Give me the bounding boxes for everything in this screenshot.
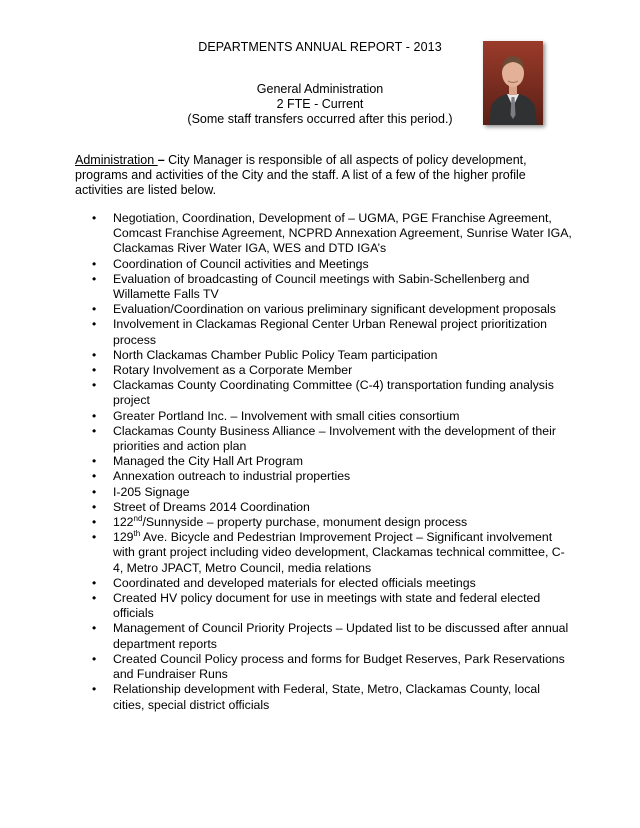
bullet-icon: •	[92, 408, 97, 423]
activity-text: Relationship development with Federal, State, Metro, Clackamas County, local cities, special district officials	[113, 682, 540, 712]
activity-text: North Clackamas Chamber Public Policy Team participation	[113, 347, 438, 362]
activity-text: Created Council Policy process and forms for Budget Reserves, Park Reservations and Fundraiser Runs	[113, 651, 565, 682]
activity-item	[92, 211, 572, 257]
activity-text: Managed the City Hall Art Program	[113, 454, 304, 469]
bullet-icon: •	[92, 651, 97, 666]
activity-item	[92, 363, 572, 378]
activity-text: Evaluation/Coordination on various preliminary significant development proposals	[113, 302, 556, 317]
activity-item	[92, 515, 572, 530]
activity-text: Management of Council Priority Projects – Updated list to be discussed after annual department reports	[113, 621, 569, 651]
activity-item	[92, 257, 572, 272]
activity-item	[92, 500, 572, 515]
activity-text: Clackamas County Coordinating Committee (C-4) transportation funding analysis project	[113, 378, 554, 408]
activity-item	[92, 409, 572, 424]
activity-item	[92, 272, 572, 302]
activity-item	[92, 530, 572, 576]
bullet-icon: •	[92, 347, 97, 362]
activity-text: Evaluation of broadcasting of Council meetings with Sabin-Schellenberg and Willamette Falls TV	[113, 271, 530, 302]
bullet-icon: •	[92, 515, 97, 530]
activity-item	[92, 378, 572, 408]
activity-item	[92, 682, 572, 712]
bullet-icon: •	[92, 302, 97, 317]
bullet-icon: •	[92, 530, 97, 545]
staff-note: (Some staff transfers occurred after this period.)	[187, 112, 453, 126]
activity-item	[92, 485, 572, 500]
activity-item	[92, 424, 572, 454]
bullet-icon: •	[92, 271, 97, 286]
bullet-icon: •	[92, 575, 97, 590]
activity-text: Clackamas County Business Alliance – Involvement with the development of their priorities and action plan	[113, 423, 556, 454]
activity-text: I-205 Signage	[113, 484, 190, 499]
bullet-icon: •	[92, 423, 97, 438]
activity-item	[92, 469, 572, 484]
activity-item	[92, 621, 572, 651]
activity-item	[92, 302, 572, 317]
activity-number: 122	[113, 515, 134, 530]
bullet-icon: •	[92, 378, 97, 393]
activity-ordinal-suffix: nd	[133, 513, 143, 523]
bullet-icon: •	[92, 621, 97, 636]
activity-ordinal-suffix: th	[133, 529, 141, 539]
administration-label: Administration	[75, 153, 158, 167]
department-heading	[160, 82, 480, 127]
bullet-icon: •	[92, 211, 97, 225]
bullet-icon: •	[92, 454, 97, 469]
activity-item	[92, 652, 572, 682]
activity-text: /Sunnyside – property purchase, monument design process	[142, 515, 468, 530]
activity-number: 129	[113, 530, 134, 545]
bullet-icon: •	[92, 469, 97, 484]
intro-dash: –	[157, 153, 165, 167]
city-manager-photo	[483, 41, 543, 125]
bullet-icon: •	[92, 484, 97, 499]
activity-text: Annexation outreach to industrial properties	[113, 469, 351, 484]
activity-text: Street of Dreams 2014 Coordination	[113, 499, 310, 514]
activity-item	[92, 454, 572, 469]
portrait-image	[483, 41, 543, 125]
activity-item	[92, 317, 572, 347]
activity-item	[92, 576, 572, 591]
bullet-icon: •	[92, 256, 97, 271]
activity-text: Involvement in Clackamas Regional Center Urban Renewal project prioritization process	[113, 317, 548, 347]
activity-text: Negotiation, Coordination, Development of – UGMA, PGE Franchise Agreement, Comcast Franchise Agreement, NCPRD Annexation Agreement, Sunrise Water IGA, Clackamas River Water IGA, WES and DTD IGA’s	[113, 211, 572, 256]
administration-intro	[75, 153, 570, 198]
bullet-icon: •	[92, 317, 97, 332]
activity-item	[92, 348, 572, 363]
activity-text: Greater Portland Inc. – Involvement with small cities consortium	[113, 408, 460, 423]
activity-item	[92, 591, 572, 621]
activity-text: Coordinated and developed materials for elected officials meetings	[113, 575, 476, 590]
activity-text: Ave. Bicycle and Pedestrian Improvement Project – Significant involvement with grant project including video development, Clackamas technical committee, C-4, Metro JPACT, Metro Council, media relations	[113, 530, 565, 575]
fte-count: 2 FTE - Current	[276, 97, 364, 111]
activity-text: Coordination of Council activities and Meetings	[113, 256, 369, 271]
bullet-icon: •	[92, 682, 97, 697]
activity-text: Created HV policy document for use in meetings with state and federal elected officials	[113, 591, 541, 621]
department-name: General Administration	[256, 82, 384, 96]
bullet-icon: •	[92, 591, 97, 606]
activities-list	[92, 211, 572, 713]
report-title: DEPARTMENTS ANNUAL REPORT - 2013	[198, 40, 442, 54]
bullet-icon: •	[92, 499, 97, 514]
intro-text: City Manager is responsible of all aspects of policy development, programs and activities of the City and the staff. A list of a few of the higher profile activities are listed below.	[75, 153, 527, 197]
activity-text: Rotary Involvement as a Corporate Member	[113, 363, 353, 378]
bullet-icon: •	[92, 363, 97, 378]
